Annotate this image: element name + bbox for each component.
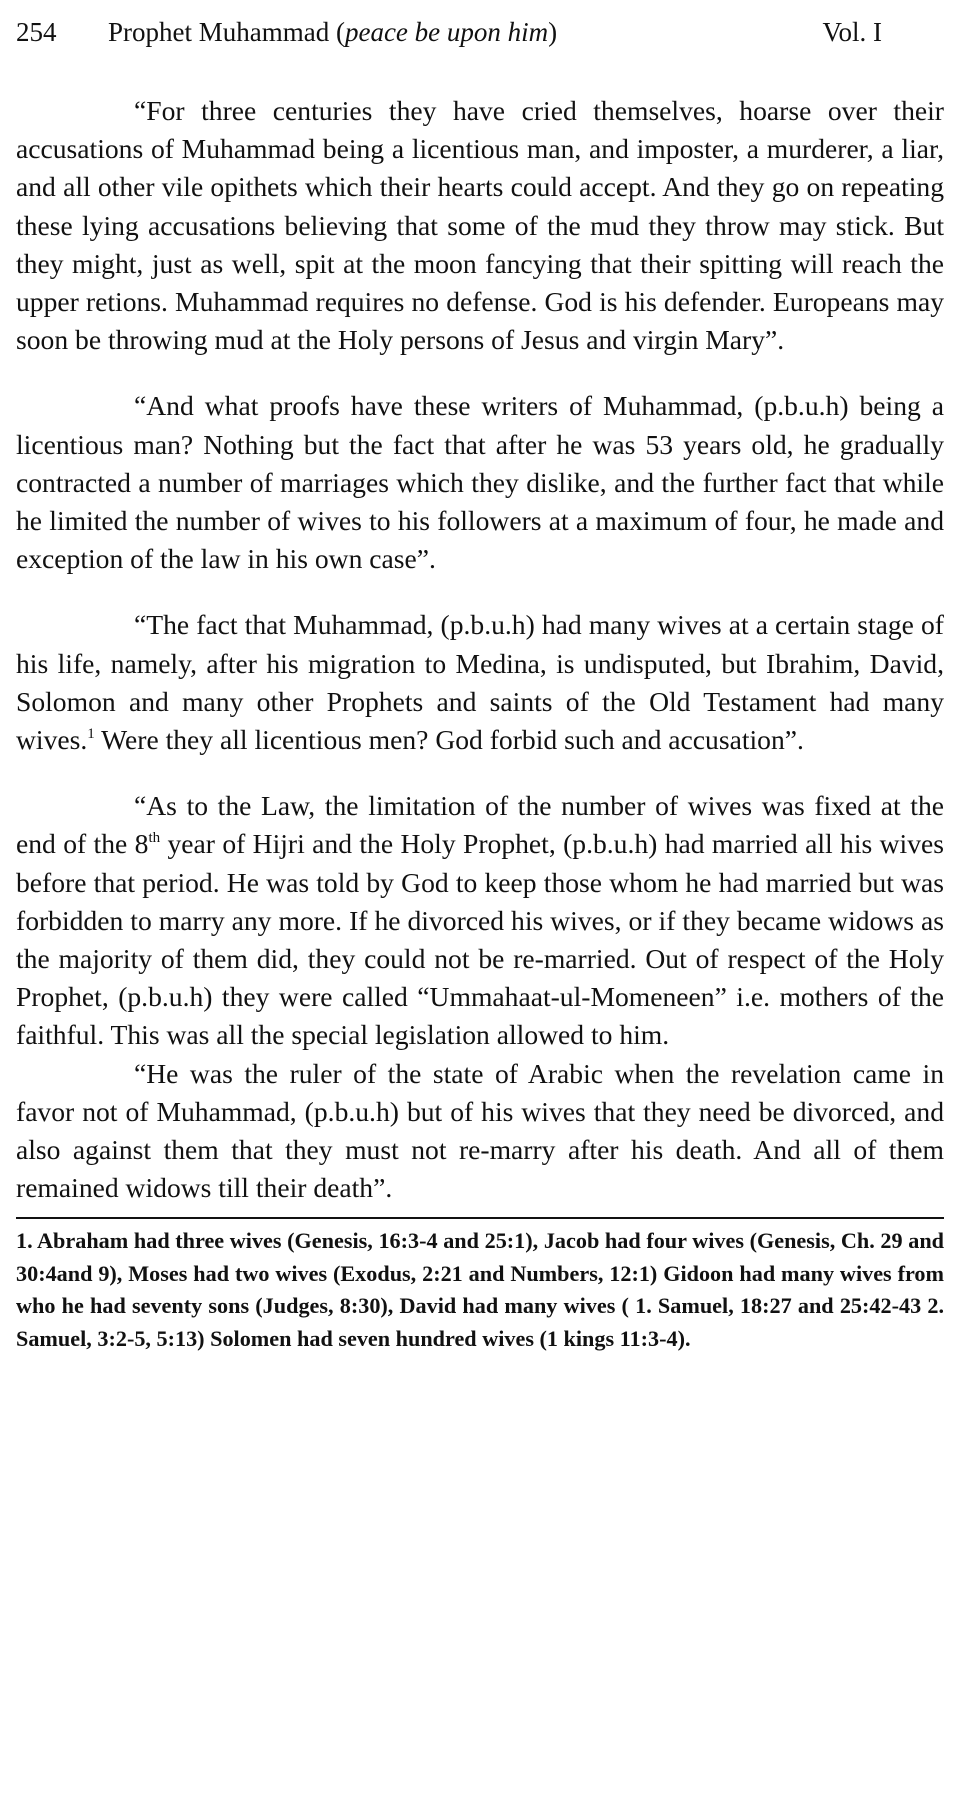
paragraph-4-text-after: year of Hijri and the Holy Prophet, (p.b.u.h) had married all his wives before that period. He was told by God to keep those whom he had married but was forbidden to marry any more. If he divorced his wives, or if they became widows as the majority of them did, they could not be re-married. Out of respect of the Holy Prophet, (p.b.u.h) they were called “Ummahaat-ul-Momeneen” i.e. mothers of the faithful. This was all the special legislation allowed to him. — [16, 828, 944, 1051]
paragraph-3-text-after: Were they all licentious men? God forbid such and accusation”. — [94, 724, 804, 756]
running-title-italic: peace be upon him — [344, 17, 549, 47]
footnote-divider — [16, 1217, 944, 1219]
paragraph-4 — [16, 787, 944, 1054]
paragraph-2: “And what proofs have these writers of Muhammad, (p.b.u.h) being a licentious man? Nothing but the fact that after he was 53 years old, he gradually contracted a number of marriages which they dislike, and the further fact that while he limited the number of wives to his followers at a maximum of four, he made and exception of the law in his own case”. — [16, 390, 944, 575]
ordinal-superscript: th — [148, 830, 161, 847]
paragraph-3 — [16, 606, 944, 759]
footnote: 1. Abraham had three wives (Genesis, 16:3-4 and 25:1), Jacob had four wives (Genesis, Ch. 29 and 30:4and 9), Moses had two wives (Exodus, 2:21 and Numbers, 12:1) Gidoon had many wives from who he had seventy sons (Judges, 8:30), David had many wives ( 1. Samuel, 18:27 and 25:42-43 2. Samuel, 3:2-5, 5:13) Solomen had seven hundred wives (1 kings 11:3-4). — [16, 1228, 944, 1351]
book-page — [16, 14, 944, 1355]
paragraph-3-text-before: “The fact that Muhammad, (p.b.u.h) had many wives at a certain stage of his life, namely, after his migration to Medina, is undisputed, but Ibrahim, David, Solomon and many other Prophets and saints of the Old Testament had many wives. — [16, 609, 944, 756]
running-header — [16, 14, 944, 54]
running-title — [108, 14, 557, 50]
paragraph-4-text-before: “As to the Law, the limitation of the number of wives was fixed at the end of the 8 — [16, 790, 944, 860]
volume-label: Vol. I — [822, 17, 882, 47]
body-text — [16, 92, 944, 1207]
running-title-prefix: Prophet Muhammad ( — [108, 17, 345, 47]
paragraph-1: “For three centuries they have cried themselves, hoarse over their accusations of Muhammad being a licentious man, and imposter, a murderer, a liar, and all other vile opithets which their hearts could accept. And they go on repeating these lying accusations believing that some of the mud they throw may stick. But they might, just as well, spit at the moon fancying that their spitting will reach the upper retions. Muhammad requires no defense. God is his defender. Europeans may soon be throwing mud at the Holy persons of Jesus and virgin Mary”. — [16, 95, 944, 356]
footnote-reference: 1 — [87, 726, 95, 743]
paragraph-5: “He was the ruler of the state of Arabic when the revelation came in favor not of Muhammad, (p.b.u.h) but of his wives that they need be divorced, and also against them that they must not re-marry after his death. And all of them remained widows till their death”. — [16, 1057, 944, 1204]
page-number: 254 — [16, 17, 57, 47]
running-title-suffix: ) — [548, 17, 558, 47]
